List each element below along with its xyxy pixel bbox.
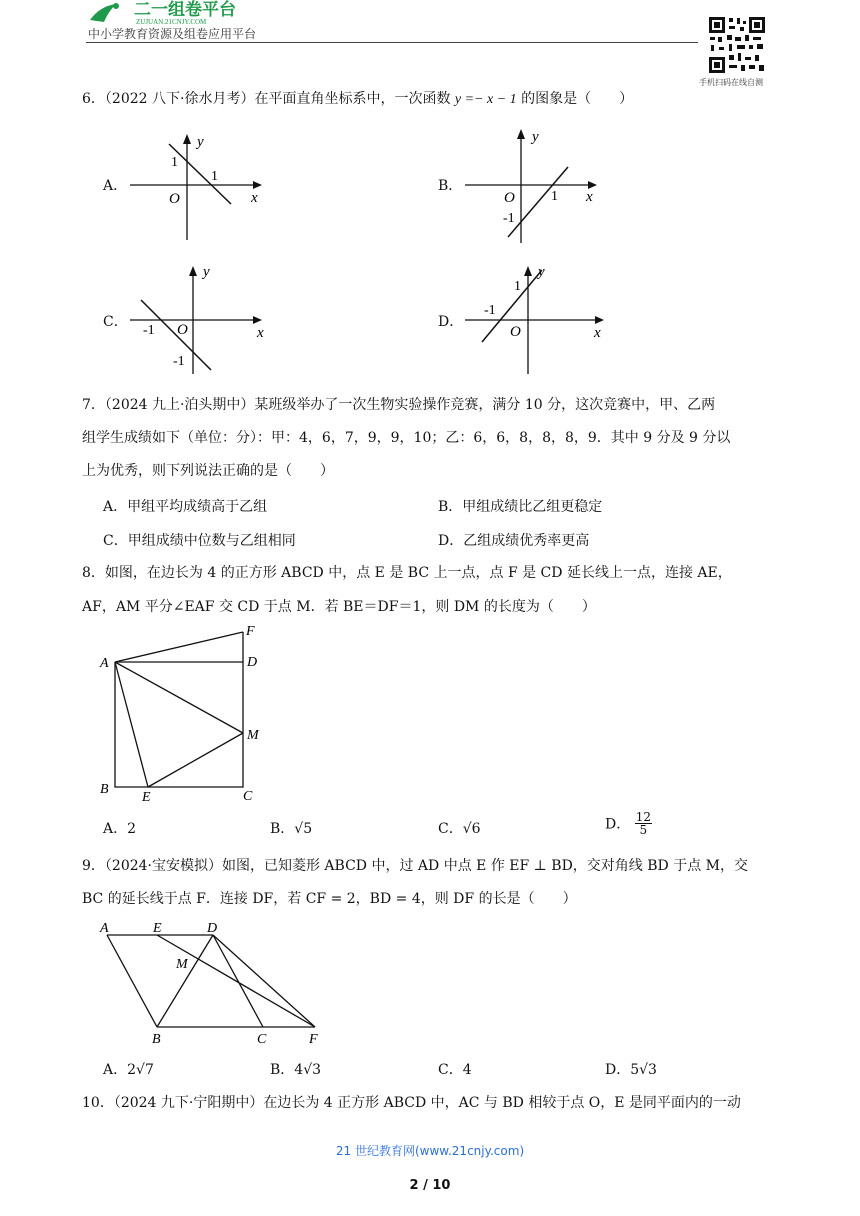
q7-option-c: C．甲组成绩中位数与乙组相同 (103, 533, 296, 549)
graph-axis-x: x (251, 190, 258, 206)
graph-tick: -1 (173, 354, 185, 369)
fraction: $\frac{12}{5}$ (635, 810, 651, 837)
qr-caption: 手机扫码在线自测 (699, 78, 763, 87)
graph-tick: -1 (143, 323, 155, 338)
q6-graph-a (125, 130, 275, 245)
page-number: 2 / 10 (409, 1178, 451, 1193)
graph-origin: O (177, 322, 188, 338)
question-source: （2022 八下·徐水月考） (104, 91, 255, 107)
q8-square-figure (95, 620, 275, 810)
q9-rhombus-figure (95, 915, 335, 1050)
point-label: B (100, 782, 109, 797)
question-7-line-2: 组学生成绩如下（单位：分）：甲：4，6，7，9，9，10；乙：6，6，8，8，8，9．其中 9 分及 9 分以 (82, 430, 731, 446)
header-logo (86, 0, 286, 26)
question-10-line-1: 10．（2024 九下·宁阳期中）在边长为 4 正方形 ABCD 中，AC 与 BD 相较于点 O，E 是同平面内的一动 (82, 1095, 741, 1111)
graph-axis-x: x (594, 325, 601, 341)
point-label: B (152, 1032, 161, 1047)
q7-option-b: B．甲组成绩比乙组更稳定 (438, 499, 603, 515)
graph-tick: 1 (551, 189, 558, 204)
point-label: E (153, 921, 162, 936)
point-label: C (257, 1032, 267, 1047)
point-label: C (243, 789, 253, 804)
question-8-line-1: 8．如图，在边长为 4 的正方形 ABCD 中，点 E 是 BC 上一点，点 F 是 CD 延长线上一点，连接 AE， (82, 565, 732, 581)
graph-origin: O (504, 190, 515, 206)
q8-option-d: D． $\frac{12}{5}$ (605, 810, 651, 837)
question-7-line-1: 7．（2024 九上·泊头期中）某班级举办了一次生物实验操作竞赛，满分 10 分，这次竞赛中，甲、乙两 (82, 397, 716, 413)
q6-graph-c (125, 262, 275, 377)
graph-axis-y: y (532, 129, 539, 145)
point-label: D (247, 655, 258, 670)
point-label: F (309, 1032, 318, 1047)
q7-option-d: D．乙组成绩优秀率更高 (438, 533, 590, 549)
q9-option-c: C．4 (438, 1062, 472, 1078)
runner-logo-icon (90, 3, 119, 22)
point-label: A (100, 921, 109, 936)
graph-axis-y: y (203, 264, 210, 280)
graph-tick: 1 (514, 279, 521, 294)
q6-graph-b (460, 125, 610, 245)
logo-text: 二一组卷平台 (134, 0, 236, 19)
point-label: D (207, 921, 218, 936)
point-label: F (246, 624, 255, 639)
q8-option-c: C．√6 (438, 821, 481, 837)
formula: y =− x − 1 (454, 92, 517, 107)
graph-axis-y: y (538, 264, 545, 280)
point-label: M (176, 957, 188, 972)
question-9-line-2: BC 的延长线于点 F．连接 DF，若 CF = 2，BD = 4，则 DF 的长是（ ） (82, 891, 577, 907)
option-d-label: D． (438, 314, 464, 330)
option-c-label: C． (103, 314, 128, 330)
q7-option-a: A．甲组平均成绩高于乙组 (103, 499, 268, 515)
graph-origin: O (510, 324, 521, 340)
q8-option-b: B．√5 (270, 821, 313, 837)
graph-tick: -1 (503, 211, 515, 226)
header-divider (86, 42, 698, 43)
footer-site-link[interactable]: 21 世纪教育网(www.21cnjy.com) (335, 1144, 525, 1158)
q8-option-a: A．2 (103, 821, 137, 837)
question-6-stem (82, 89, 633, 110)
graph-axis-x: x (257, 325, 264, 341)
q6-graph-d (460, 262, 610, 377)
graph-tick: -1 (484, 303, 496, 318)
header-subtitle: 中小学教育资源及组卷应用平台 (88, 27, 257, 41)
question-8-line-2: AF，AM 平分∠EAF 交 CD 于点 M．若 BE＝DF＝1，则 DM 的长度为（ ） (82, 599, 596, 615)
option-a-label: A． (103, 178, 128, 194)
graph-tick: 1 (211, 169, 218, 184)
point-label: M (247, 728, 259, 743)
question-number: 6． (82, 91, 105, 107)
point-label: E (142, 790, 151, 805)
q9-option-b: B．4√3 (270, 1062, 322, 1078)
q9-option-a: A．2√7 (103, 1062, 154, 1078)
graph-tick: 1 (171, 155, 178, 170)
point-label: A (100, 656, 109, 671)
question-text: 在平面直角坐标系中，一次函数 (254, 91, 451, 107)
qr-code-icon[interactable] (707, 15, 767, 75)
graph-origin: O (169, 191, 180, 207)
q9-option-d: D．5√3 (605, 1062, 657, 1078)
graph-axis-x: x (586, 189, 593, 205)
question-text: 的图象是（ ） (521, 91, 634, 107)
graph-axis-y: y (197, 134, 204, 150)
logo-subtext: ZUJUAN.21CNJY.COM (136, 18, 207, 26)
question-9-line-1: 9．（2024·宝安模拟）如图，已知菱形 ABCD 中，过 AD 中点 E 作 EF ⊥ BD，交对角线 BD 于点 M，交 (82, 858, 748, 874)
question-7-line-3: 上为优秀，则下列说法正确的是（ ） (82, 463, 334, 479)
option-b-label: B． (438, 178, 463, 194)
